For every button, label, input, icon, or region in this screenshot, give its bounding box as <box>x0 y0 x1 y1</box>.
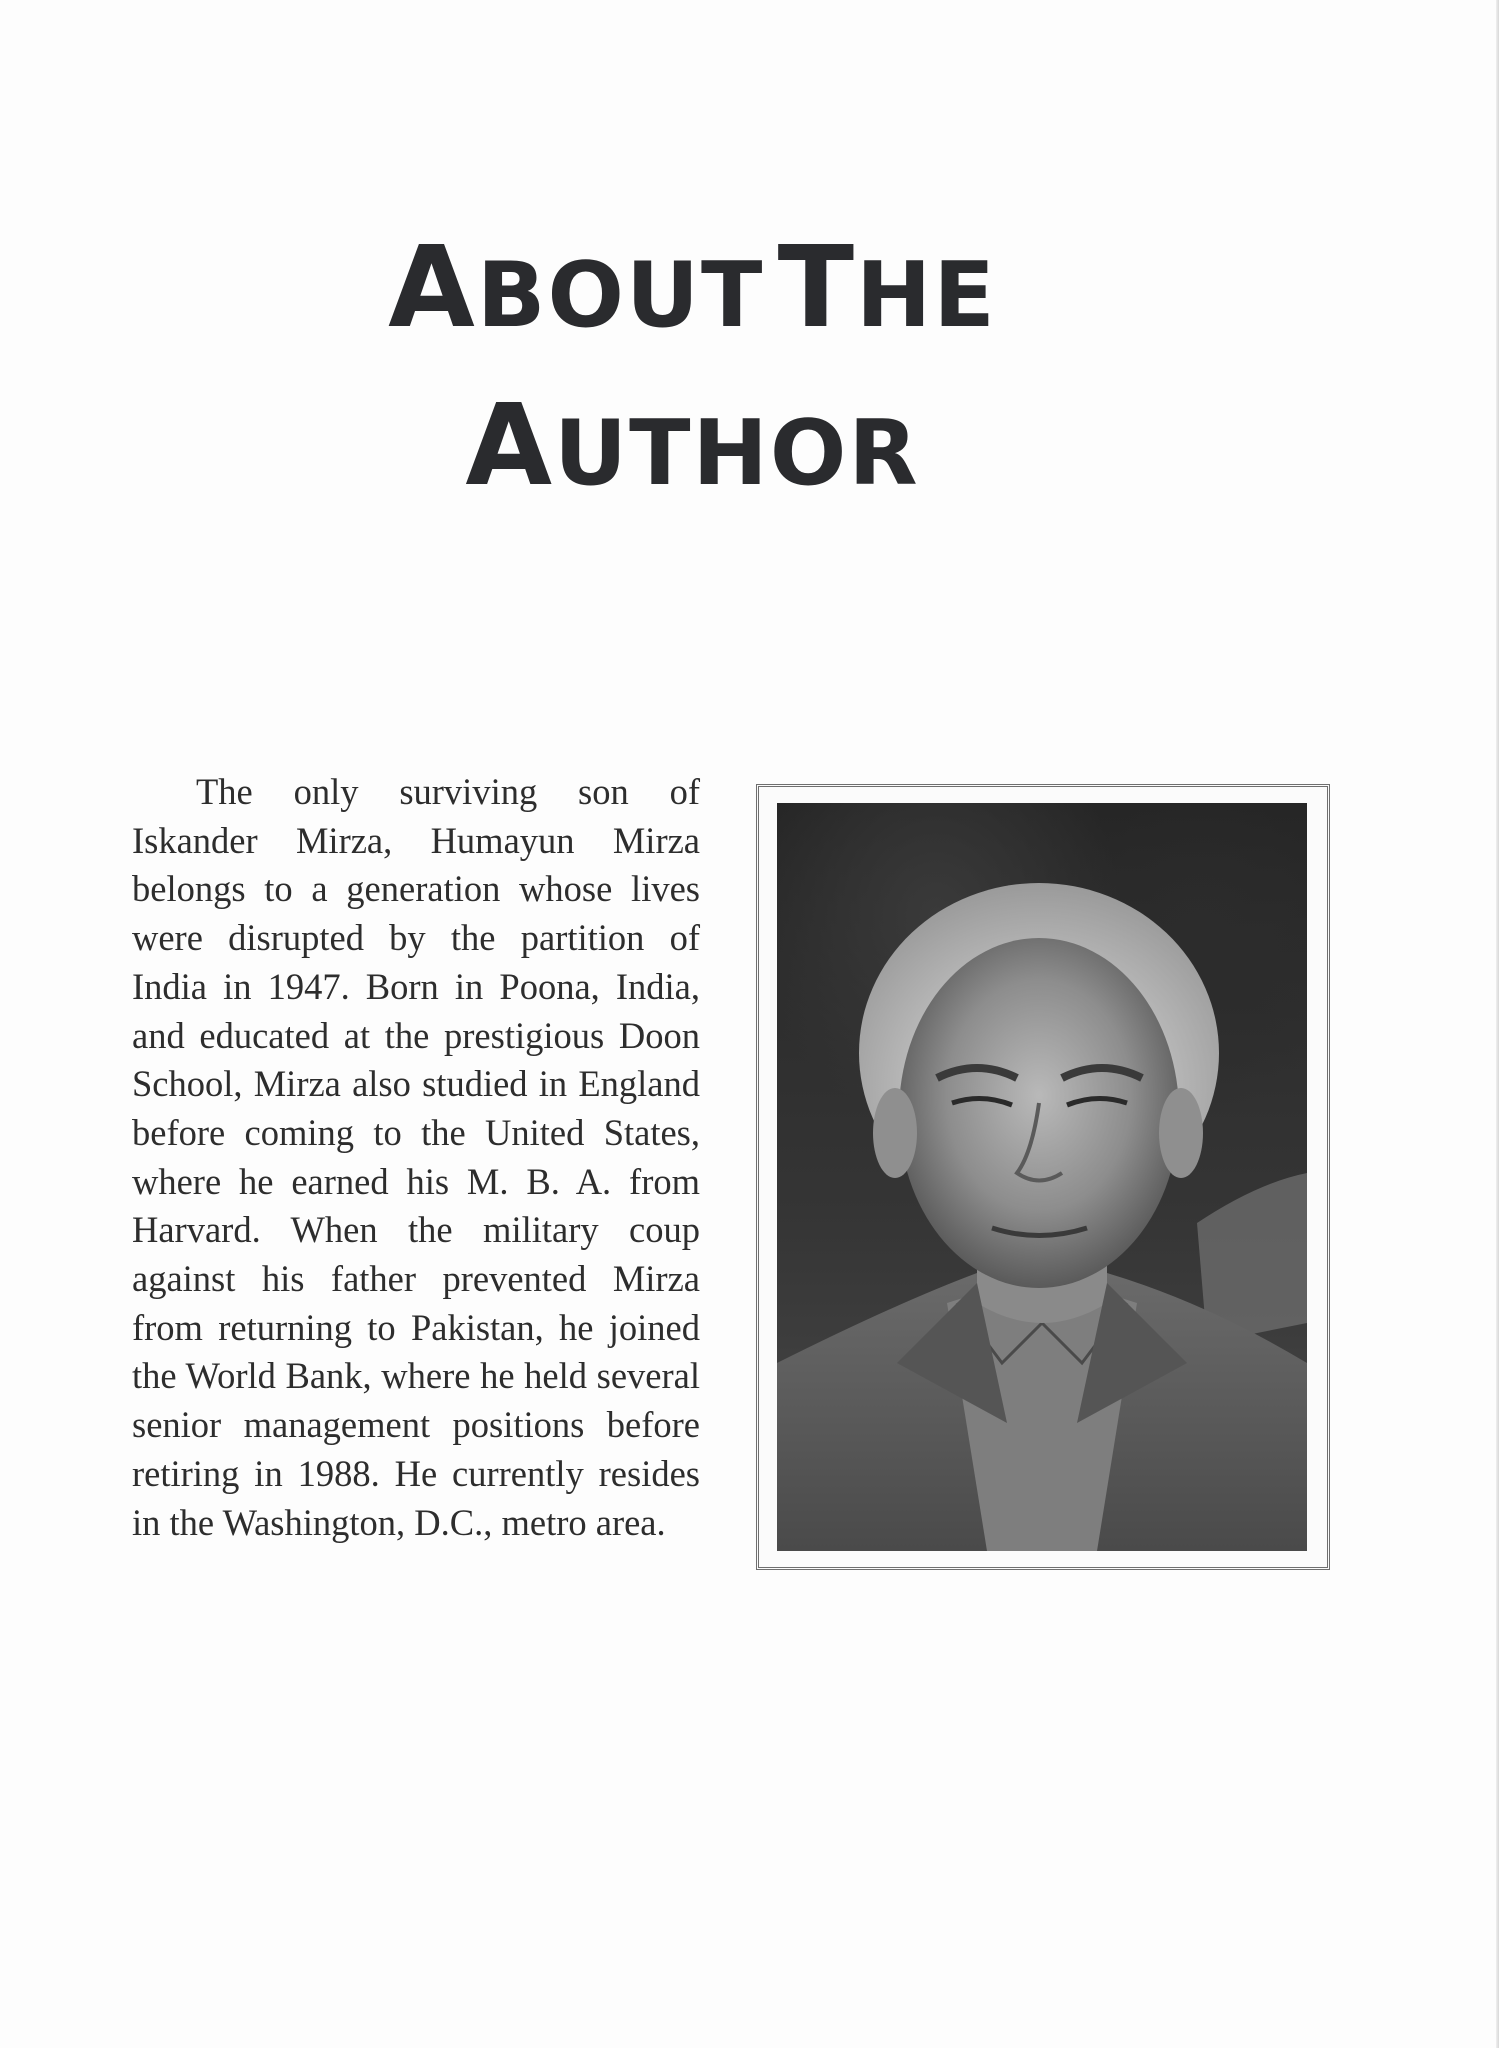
title-word-about-rest: BOUT <box>476 243 765 348</box>
title-cap-t: T <box>777 223 856 353</box>
title-word-the-rest: HE <box>856 243 997 348</box>
author-bio: The only surviving son of Iskander Mirza, Humayun Mirza belongs to a generation whose lives were disrupted by the partition of India in 1947. Born in Poona, India, and educated at the prestigious Doon School, Mirza also studied in England before coming to the United States, where he earned his M. B. A. from Harvard. When the military coup against his father prevented Mirza from returning to Pakistan, he joined the World Bank, where he held several senior management positions before retiring in 1988. He currently resides in the Washington, D.C., metro area. <box>132 771 700 1543</box>
photo-frame <box>756 784 1330 1570</box>
title-line-1 <box>0 223 1385 353</box>
title-word-author-rest: UTHOR <box>554 401 920 506</box>
title-cap-a2: A <box>465 381 555 511</box>
author-portrait-image <box>777 803 1307 1551</box>
author-photo <box>777 803 1307 1551</box>
title-cap-a: A <box>388 223 477 353</box>
title-line-2 <box>0 381 1385 511</box>
